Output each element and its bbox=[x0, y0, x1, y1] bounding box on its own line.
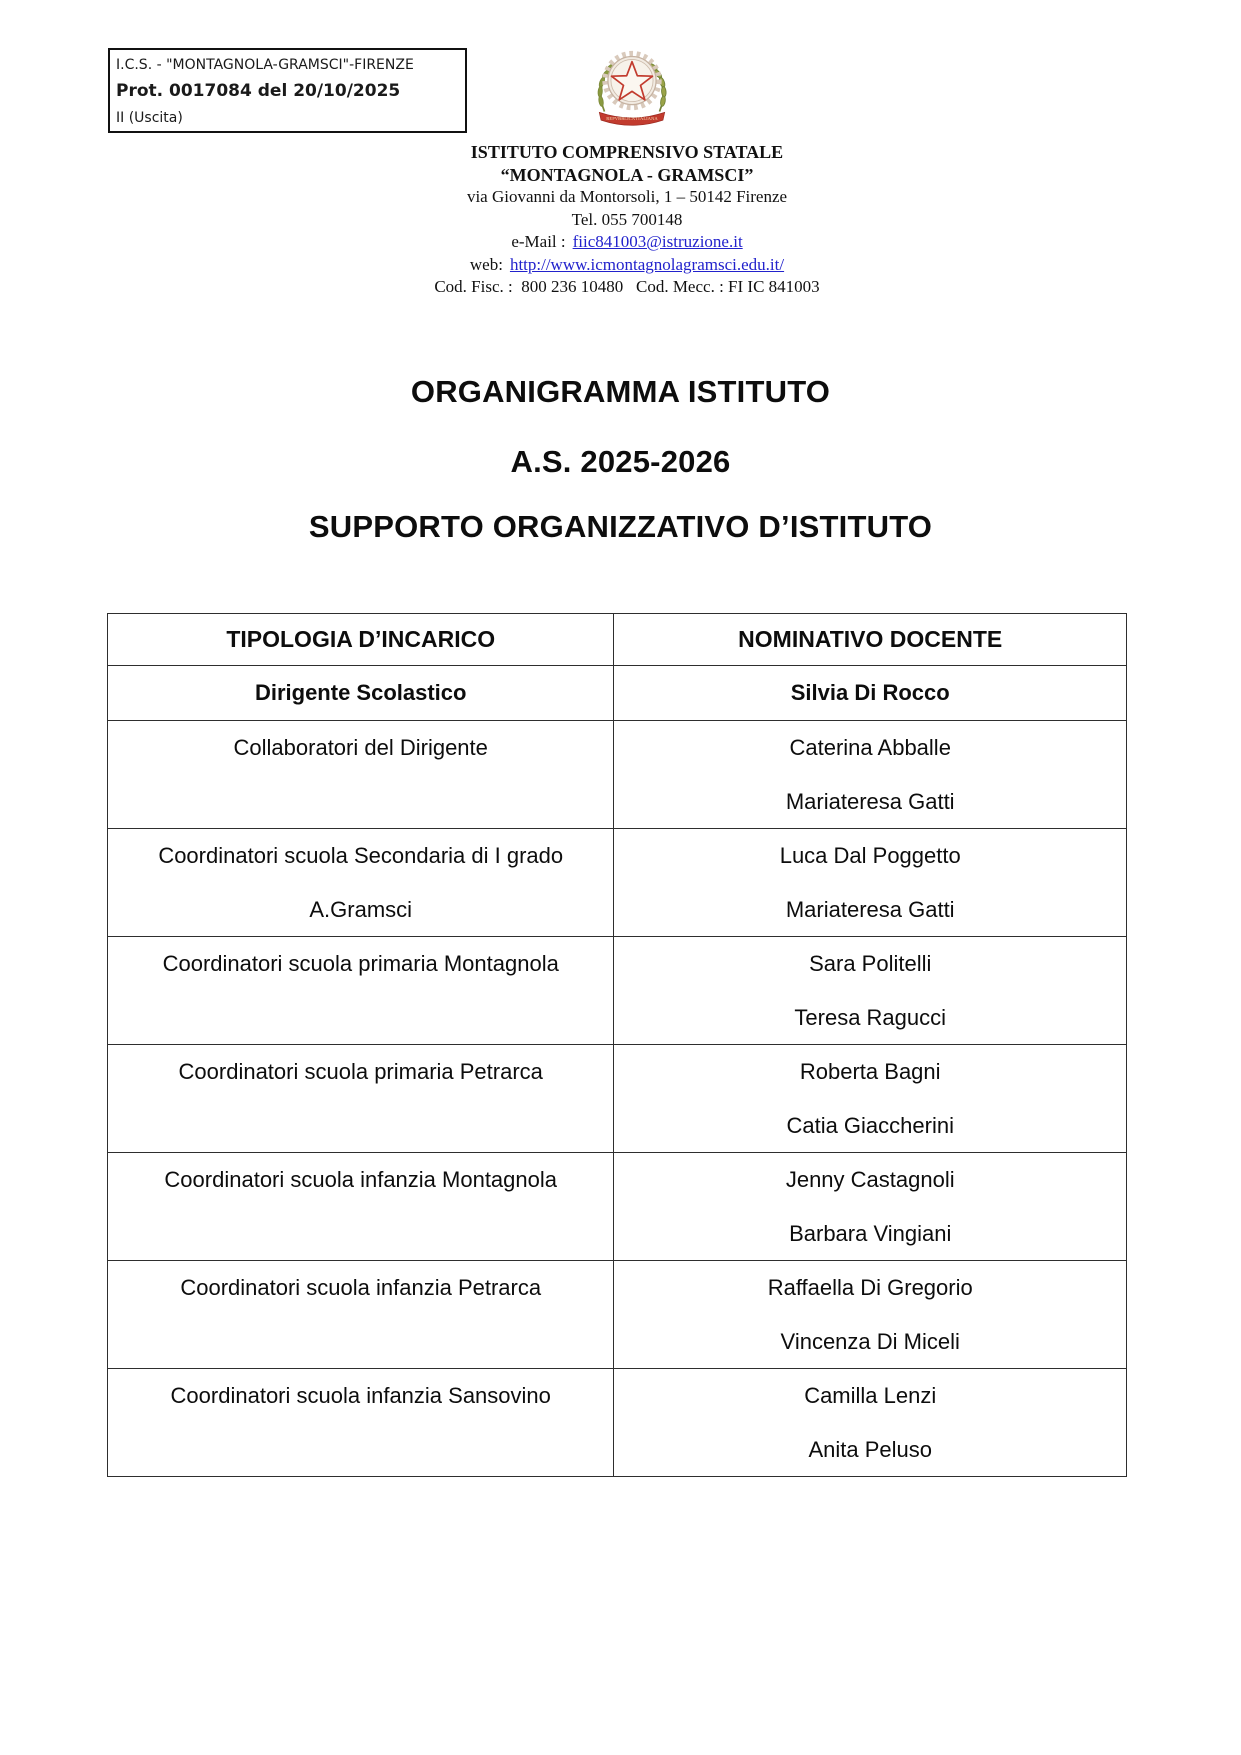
table-body bbox=[108, 666, 1127, 1477]
names-cell bbox=[614, 1045, 1127, 1153]
table-row bbox=[108, 1261, 1127, 1369]
names-cell bbox=[614, 1369, 1127, 1477]
name-text: Jenny Castagnoli bbox=[785, 1167, 955, 1192]
web-label: web: bbox=[469, 254, 503, 274]
names-cell bbox=[614, 937, 1127, 1045]
document-subtitle: SUPPORTO ORGANIZZATIVO D’ISTITUTO bbox=[308, 509, 933, 544]
table-row bbox=[108, 1153, 1127, 1261]
name-text: Mariateresa Gatti bbox=[785, 788, 955, 814]
name-text: Silvia Di Rocco bbox=[790, 680, 950, 705]
italian-republic-emblem-icon bbox=[589, 40, 675, 128]
institute-subname: “MONTAGNOLA - GRAMSCI” bbox=[500, 164, 754, 185]
role-cell bbox=[108, 1261, 614, 1369]
institute-fiscal-line: Cod. Fisc. : 800 236 10480 Cod. Mecc. : FI IC 841003 bbox=[434, 277, 820, 296]
name-text: Caterina Abballe bbox=[789, 735, 951, 760]
name-text: Camilla Lenzi bbox=[804, 1383, 937, 1408]
org-table bbox=[107, 613, 1127, 1477]
ribbon-text: REPVBBLICA ITALIANA bbox=[606, 117, 658, 123]
table-header-row bbox=[108, 614, 1127, 666]
stamp-direction: II (Uscita) bbox=[116, 110, 183, 126]
ribbon-banner-icon bbox=[599, 112, 664, 125]
table-row bbox=[108, 666, 1127, 721]
role-cell bbox=[108, 1369, 614, 1477]
header-tipologia: TIPOLOGIA D’INCARICO bbox=[108, 614, 614, 666]
name-text: Anita Peluso bbox=[808, 1436, 932, 1462]
website-link[interactable]: http://www.icmontagnolagramsci.edu.it/ bbox=[509, 254, 785, 274]
header-nominativo: NOMINATIVO DOCENTE bbox=[614, 614, 1127, 666]
name-text: Vincenza Di Miceli bbox=[780, 1328, 960, 1354]
role-cell bbox=[108, 666, 614, 721]
name-text: Luca Dal Poggetto bbox=[779, 843, 961, 868]
role-text: Coordinatori scuola primaria Petrarca bbox=[178, 1059, 543, 1084]
names-cell bbox=[614, 1153, 1127, 1261]
table-row bbox=[108, 721, 1127, 829]
role-cell bbox=[108, 1045, 614, 1153]
name-text: Raffaella Di Gregorio bbox=[767, 1275, 973, 1300]
document-title: ORGANIGRAMMA ISTITUTO bbox=[410, 374, 831, 409]
table-row bbox=[108, 1369, 1127, 1477]
name-text: Mariateresa Gatti bbox=[785, 896, 955, 922]
name-text: Barbara Vingiani bbox=[789, 1220, 952, 1246]
institute-name: ISTITUTO COMPRENSIVO STATALE bbox=[470, 142, 784, 162]
role-text: Coordinatori scuola primaria Montagnola bbox=[162, 951, 559, 976]
stamp-protocol-number: Prot. 0017084 del 20/10/2025 bbox=[116, 81, 401, 101]
role-text: Dirigente Scolastico bbox=[254, 680, 467, 705]
institute-web-line bbox=[247, 254, 1007, 277]
role-text: Collaboratori del Dirigente bbox=[233, 735, 488, 760]
names-cell bbox=[614, 666, 1127, 721]
institute-phone: Tel. 055 700148 bbox=[571, 209, 683, 229]
school-year-title: A.S. 2025-2026 bbox=[510, 444, 731, 479]
name-text: Roberta Bagni bbox=[799, 1059, 941, 1084]
role-cell bbox=[108, 829, 614, 937]
role-text: Coordinatori scuola infanzia Montagnola bbox=[164, 1167, 557, 1192]
name-text: Teresa Ragucci bbox=[794, 1004, 947, 1030]
protocol-stamp bbox=[108, 48, 467, 133]
role-text: Coordinatori scuola infanzia Sansovino bbox=[170, 1383, 551, 1408]
role-text: Coordinatori scuola infanzia Petrarca bbox=[180, 1275, 542, 1300]
table-row bbox=[108, 937, 1127, 1045]
names-cell bbox=[614, 721, 1127, 829]
role-cell bbox=[108, 721, 614, 829]
institute-address: via Giovanni da Montorsoli, 1 – 50142 Firenze bbox=[466, 187, 788, 206]
role-text: Coordinatori scuola Secondaria di I grado bbox=[158, 843, 564, 868]
name-text: Sara Politelli bbox=[809, 951, 932, 976]
email-link[interactable]: fiic841003@istruzione.it bbox=[572, 232, 743, 251]
stamp-school-name: I.C.S. - "MONTAGNOLA-GRAMSCI"-FIRENZE bbox=[116, 57, 414, 73]
role-text: A.Gramsci bbox=[309, 896, 413, 922]
table-row bbox=[108, 829, 1127, 937]
letterhead bbox=[247, 141, 1007, 299]
role-cell bbox=[108, 937, 614, 1045]
role-cell bbox=[108, 1153, 614, 1261]
institute-email-line bbox=[247, 231, 1007, 254]
names-cell bbox=[614, 829, 1127, 937]
table-row bbox=[108, 1045, 1127, 1153]
email-label: e-Mail : bbox=[511, 232, 566, 251]
names-cell bbox=[614, 1261, 1127, 1369]
name-text: Catia Giaccherini bbox=[786, 1112, 954, 1138]
